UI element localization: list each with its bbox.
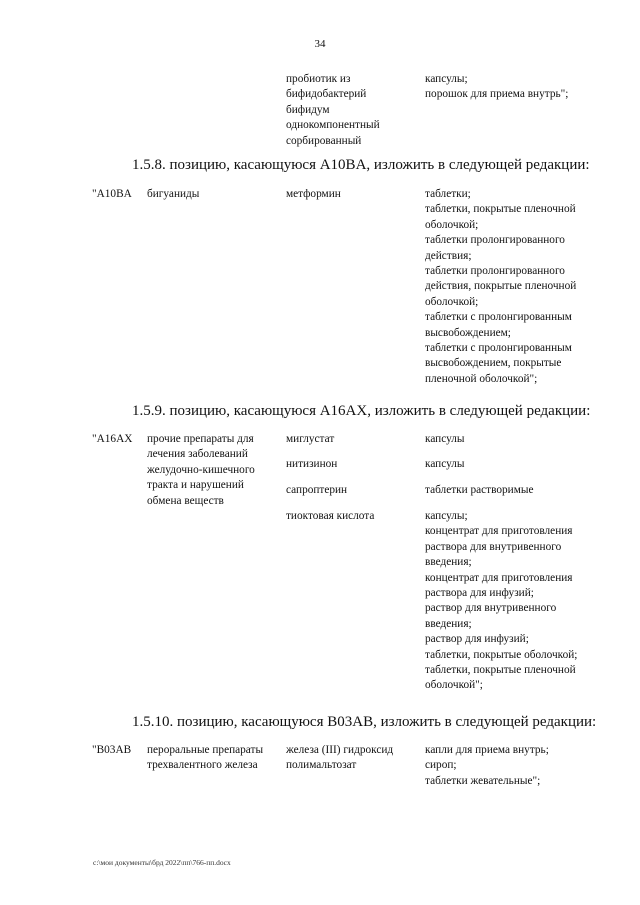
forms-metformin: таблетки; таблетки, покрытые пленочной оболочкой; таблетки пролонгированного действия; таблетки пролонгированного действия, покрытые пленочной оболочкой; таблетки с пролонгированным высвобождением; таблетки с пролонгированным высвобождением, покрытые пленочной оболочкой"; — [425, 188, 577, 385]
atc-group-a16ax: прочие препараты для лечения заболеваний желудочно-кишечного тракта и нарушений обмена веществ — [147, 433, 255, 507]
forms-sapropterin: таблетки растворимые — [425, 484, 534, 496]
atc-code-a10ba: "A10BA — [92, 188, 132, 200]
atc-code-b03ab: "B03AB — [92, 744, 132, 756]
drug-nitisinone: нитизинон — [286, 458, 338, 470]
section-heading-a10ba: 1.5.8. позицию, касающуюся A10BA, изложить в следующей редакции: — [132, 157, 590, 173]
section-heading-b03ab: 1.5.10. позицию, касающуюся B03AB, изложить в следующей редакции: — [132, 714, 597, 730]
drug-metformin: метформин — [286, 188, 341, 200]
forms-miglustat: капсулы — [425, 433, 465, 445]
top-row-drug: пробиотик из бифидобактерий бифидум однокомпонентный сорбированный — [286, 73, 380, 147]
page-number: 34 — [314, 38, 326, 50]
atc-group-b03ab: пероральные препараты трехвалентного железа — [147, 744, 264, 772]
forms-thioctic-acid: капсулы; концентрат для приготовления раствора для внутривенного введения; концентрат для приготовления раствора для инфузий; раствор для внутривенного введения; раствор для инфузий; таблетки, покрытые оболочкой; таблетки, покрытые пленочной оболочкой"; — [425, 510, 578, 692]
top-row-forms: капсулы; порошок для приема внутрь"; — [425, 73, 569, 101]
atc-group-a10ba: бигуаниды — [147, 188, 200, 200]
section-heading-a16ax: 1.5.9. позицию, касающуюся A16AX, изложить в следующей редакции: — [132, 403, 591, 419]
footer-file-path: c:\мои документы\брд 2022\пп\766-пп.docx — [93, 858, 231, 867]
atc-code-a16ax: "A16AX — [92, 433, 133, 445]
drug-sapropterin: сапроптерин — [286, 484, 348, 496]
drug-miglustat: миглустат — [286, 433, 335, 445]
forms-nitisinone: капсулы — [425, 458, 465, 470]
drug-iron-hydroxide: железа (III) гидроксид полимальтозат — [286, 744, 394, 772]
forms-iron-hydroxide: капли для приема внутрь; сироп; таблетки жевательные"; — [425, 744, 549, 787]
drug-thioctic-acid: тиоктовая кислота — [286, 510, 375, 522]
